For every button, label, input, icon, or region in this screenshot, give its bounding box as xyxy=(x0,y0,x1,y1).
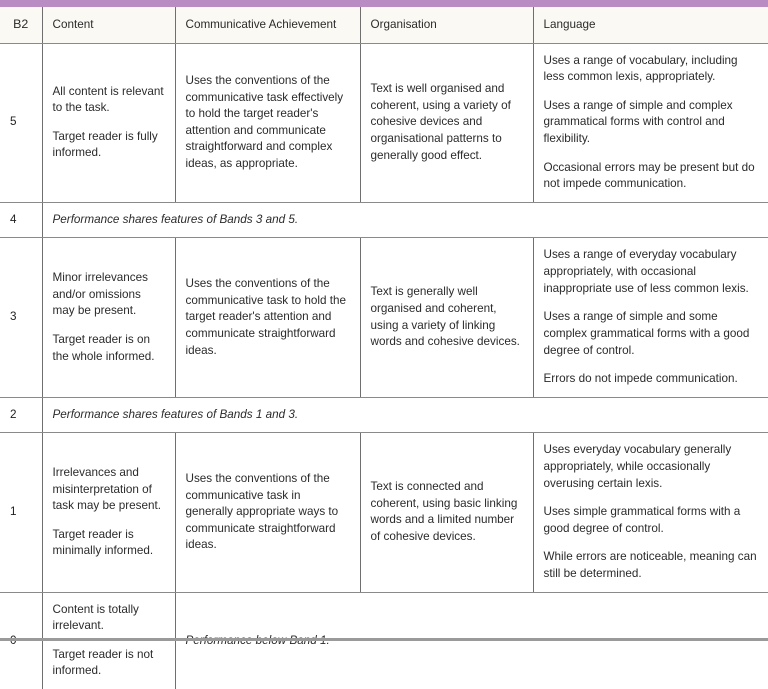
cell-content xyxy=(42,43,175,202)
descriptor-paragraph: Text is well organised and coherent, using a variety of cohesive devices and organisational patterns to generally good effect. xyxy=(370,82,511,162)
table-row xyxy=(0,43,768,202)
descriptor-paragraph: Uses a range of vocabulary, including less common lexis, appropriately. xyxy=(543,53,738,84)
descriptor-paragraph: Target reader is fully informed. xyxy=(52,129,158,160)
descriptor-paragraph: Text is connected and coherent, using basic linking words and a limited number of cohesive devices. xyxy=(370,480,518,544)
descriptor-paragraph: Uses the conventions of the communicative task in generally appropriate ways to communicate straightforward ideas. xyxy=(185,471,339,552)
descriptor-paragraph: Text is generally well organised and coherent, using a variety of linking words and cohesive devices. xyxy=(370,285,520,349)
descriptor-paragraph: Minor irrelevances and/or omissions may be present. xyxy=(52,271,148,318)
cell-content xyxy=(42,238,175,397)
descriptor-paragraph: Uses the conventions of the communicative task to hold the target reader's attention and communicate straightforward ideas. xyxy=(185,277,346,357)
band-number: 5 xyxy=(0,43,42,202)
descriptor-paragraph: Errors do not impede communication. xyxy=(543,372,738,386)
descriptor-paragraph: Uses everyday vocabulary generally appropriately, while occasionally overusing certain lexis. xyxy=(543,443,732,490)
cell-organisation xyxy=(360,43,533,202)
header-row xyxy=(0,7,768,43)
cell-content xyxy=(42,433,175,592)
cell-language xyxy=(533,433,768,592)
descriptor-paragraph: Irrelevances and misinterpretation of task may be present. xyxy=(52,465,161,513)
descriptor-paragraph: Uses a range of simple and complex grammatical forms with control and flexibility. xyxy=(543,98,733,146)
descriptor-paragraph: Uses the conventions of the communicative task effectively to hold the target reader's attention and communicate straightforward and complex ideas, as appropriate. xyxy=(185,73,344,170)
column-header-organisation: Organisation xyxy=(360,7,533,43)
band-number: 4 xyxy=(0,202,42,238)
assessment-rubric-table xyxy=(0,7,768,689)
table-header xyxy=(0,7,768,43)
accent-top-band xyxy=(0,0,768,7)
cell-organisation xyxy=(360,433,533,592)
table-row xyxy=(0,433,768,592)
descriptor-paragraph: While errors are noticeable, meaning can still be determined. xyxy=(543,550,757,581)
bottom-rule xyxy=(0,638,768,641)
cell-communicative-achievement xyxy=(175,238,360,397)
column-header-content: Content xyxy=(42,7,175,43)
descriptor-paragraph: Occasional errors may be present but do not impede communication. xyxy=(543,160,755,191)
descriptor-paragraph: Target reader is not informed. xyxy=(52,647,154,678)
shared-features-text: Performance shares features of Bands 1 and 3. xyxy=(42,397,768,433)
descriptor-paragraph: Uses a range of simple and some complex grammatical forms with a good degree of control. xyxy=(543,310,750,357)
descriptor-paragraph: All content is relevant to the task. xyxy=(52,84,164,115)
table-row xyxy=(0,202,768,238)
column-header-band: B2 xyxy=(0,7,42,43)
cell-communicative-achievement xyxy=(175,43,360,202)
column-header-communicative-achievement: Communicative Achievement xyxy=(175,7,360,43)
table-row xyxy=(0,238,768,397)
descriptor-paragraph: Content is totally irrelevant. xyxy=(52,602,139,633)
column-header-language: Language xyxy=(533,7,768,43)
cell-communicative-achievement xyxy=(175,433,360,592)
table-body xyxy=(0,43,768,689)
band-number: 2 xyxy=(0,397,42,433)
descriptor-paragraph: Uses simple grammatical forms with a good degree of control. xyxy=(543,505,741,535)
descriptor-paragraph: Uses a range of everyday vocabulary appropriately, with occasional inappropriate use of less common lexis. xyxy=(543,248,749,295)
table-row xyxy=(0,397,768,433)
descriptor-paragraph: Target reader is on the whole informed. xyxy=(52,332,155,363)
band-number: 3 xyxy=(0,238,42,397)
descriptor-paragraph: Target reader is minimally informed. xyxy=(52,527,154,558)
cell-organisation xyxy=(360,238,533,397)
cell-language xyxy=(533,43,768,202)
shared-features-text: Performance shares features of Bands 3 and 5. xyxy=(42,202,768,238)
cell-language xyxy=(533,238,768,397)
band-number: 1 xyxy=(0,433,42,592)
